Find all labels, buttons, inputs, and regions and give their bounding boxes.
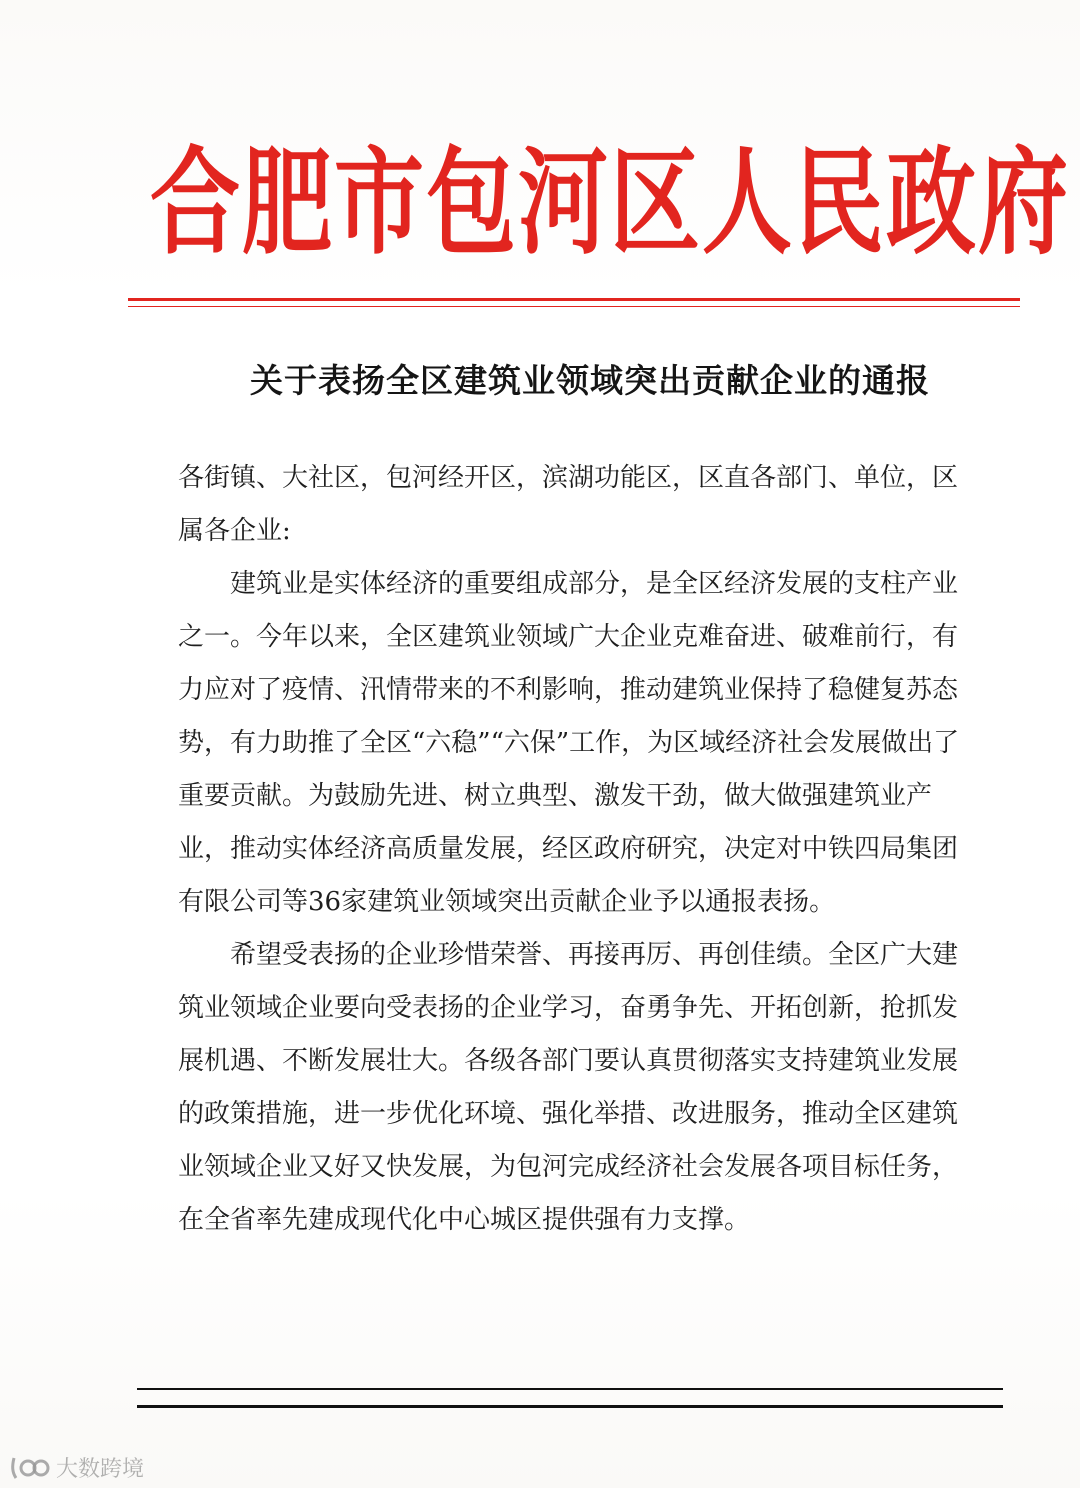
footer-rule — [137, 1388, 1003, 1390]
footer-rule-thick — [137, 1405, 1003, 1408]
brand-logo-icon — [10, 1454, 50, 1482]
watermark — [10, 1452, 144, 1483]
body-paragraph: 建筑业是实体经济的重要组成部分，是全区经济发展的支柱产业之一。今年以来，全区建筑业领域广大企业克难奋进、破难前行，有力应对了疫情、汛情带来的不利影响，推动建筑业保持了稳健复苏态势，有力助推了全区“六稳”“六保”工作，为区域经济社会发展做出了重要贡献。为鼓励先进、树立典型、激发干劲，做大做强建筑业产业，推动实体经济高质量发展，经区政府研究，决定对中铁四局集团有限公司等36家建筑业领域突出贡献企业予以通报表扬。 — [178, 569, 960, 917]
body-paragraph: 希望受表扬的企业珍惜荣誉、再接再厉、再创佳绩。全区广大建筑业领域企业要向受表扬的企业学习，奋勇争先、开拓创新，抢抓发展机遇、不断发展壮大。各级各部门要认真贯彻落实支持建筑业发展的政策措施，进一步优化环境、强化举措、改进服务，推动全区建筑业领域企业又好又快发展，为包河完成经济社会发展各项目标任务，在全省率先建成现代化中心城区提供强有力支撑。 — [178, 940, 959, 1235]
issuer-masthead: 合肥市包河区人民政府 — [150, 134, 1070, 271]
addressee: 各街镇、大社区，包河经开区，滨湖功能区，区直各部门、单位，区属各企业: — [178, 463, 959, 546]
red-separator-line — [128, 298, 1020, 301]
watermark-text: 大数跨境 — [56, 1457, 145, 1482]
document-body — [178, 452, 978, 1247]
red-separator-line-thin — [128, 306, 1020, 307]
document-title: 关于表扬全区建筑业领域突出贡献企业的通报 — [250, 361, 930, 400]
